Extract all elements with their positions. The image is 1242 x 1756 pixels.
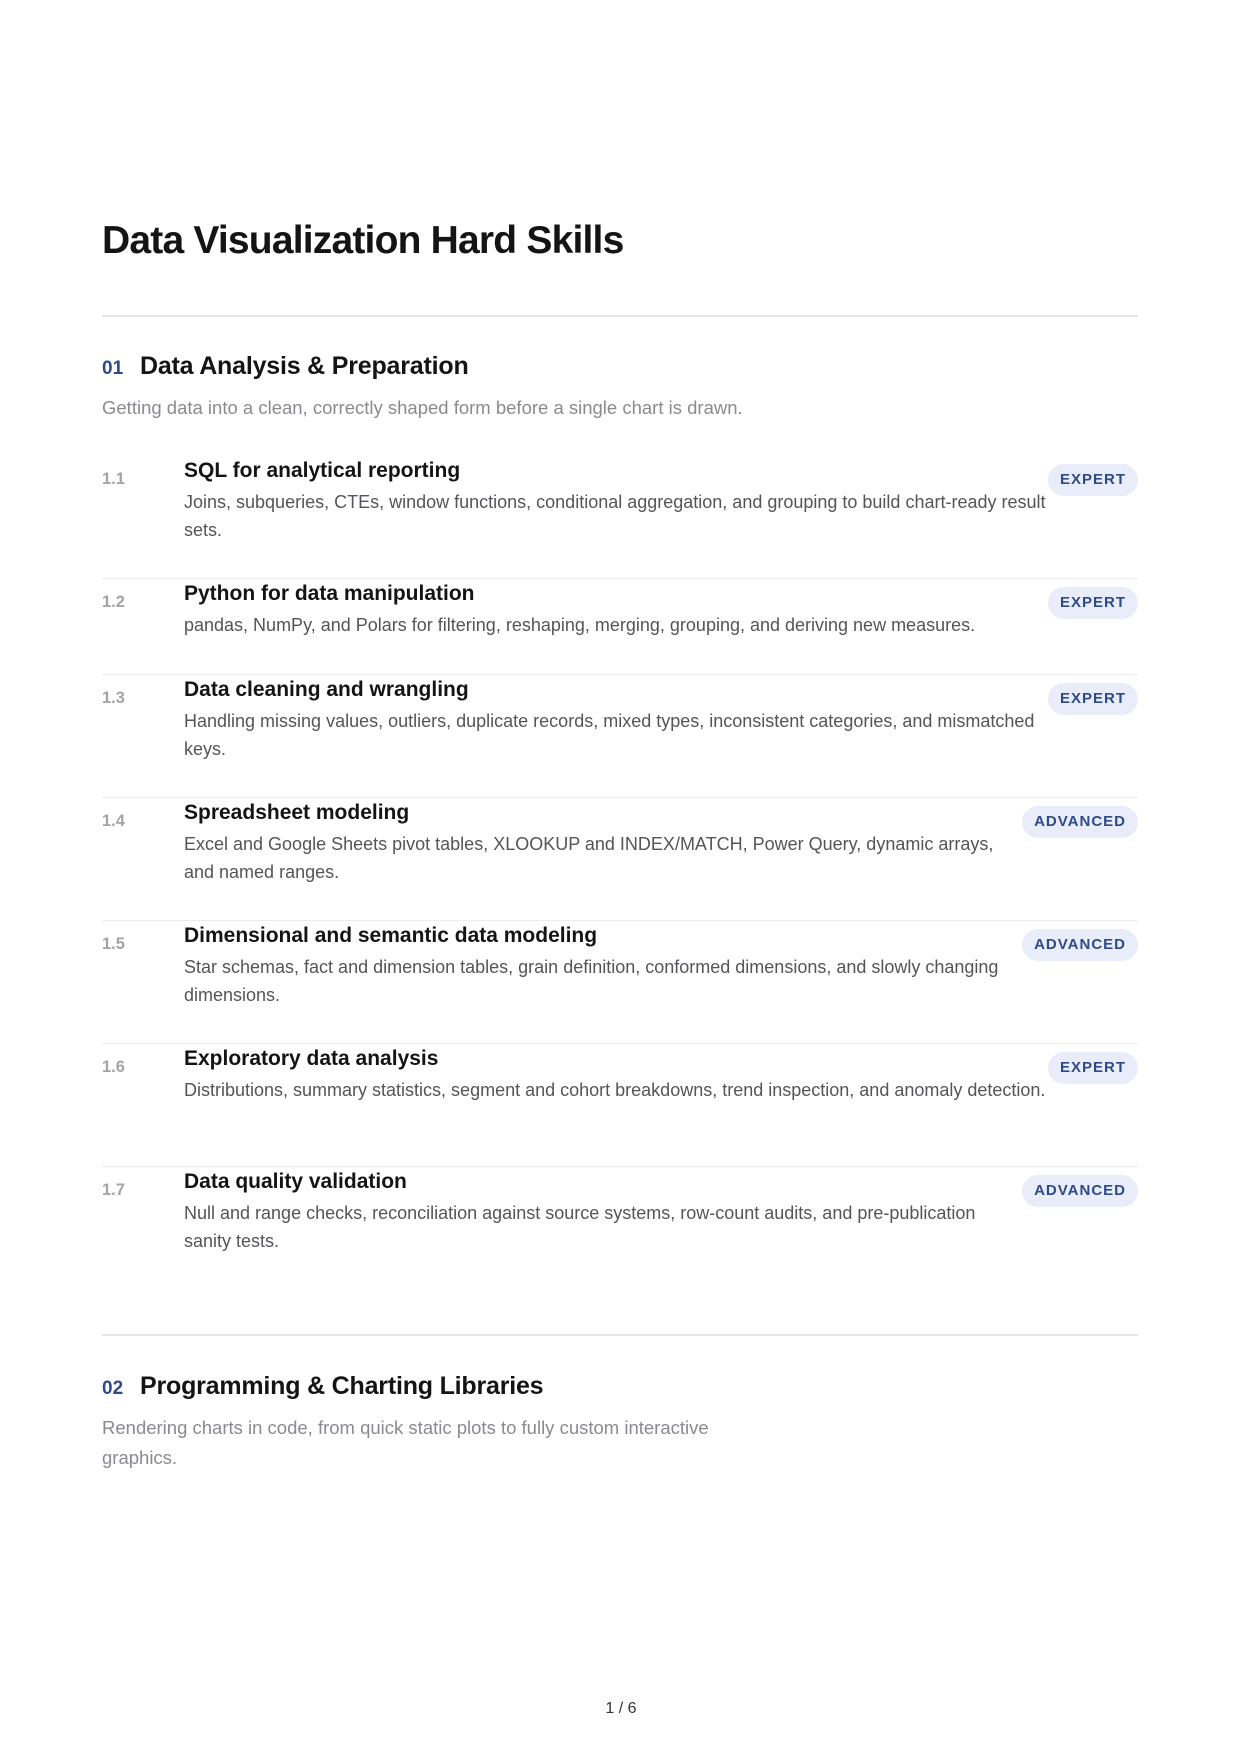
skill-description: Null and range checks, reconciliation against source systems, row-count audits, and pre-publication sanity tests. [184,1203,976,1251]
skill-number: 1.4 [102,812,125,830]
section-title: Programming & Charting Libraries [140,1372,544,1400]
skill-title: Spreadsheet modeling [184,801,410,824]
skill-description: Distributions, summary statistics, segment and cohort breakdowns, trend inspection, and anomaly detection. [184,1080,1046,1100]
skill-number: 1.5 [102,935,125,953]
skill-body [184,675,1054,763]
skill-item-1-3 [102,675,1138,798]
skill-number: 1.1 [102,470,125,488]
skill-title: Data cleaning and wrangling [184,678,469,701]
skill-body [184,921,1034,1009]
section-divider [102,1334,1138,1336]
skill-list [102,456,1138,1290]
skill-level-badge: ADVANCED [1022,806,1138,838]
skill-item-1-5 [102,921,1138,1044]
section-divider [102,315,1138,317]
skill-description: pandas, NumPy, and Polars for filtering, reshaping, merging, grouping, and deriving new measures. [184,615,976,635]
skill-title: Dimensional and semantic data modeling [184,924,598,947]
skill-level-badge: EXPERT [1048,1052,1138,1084]
document-page [102,0,1138,1756]
skill-item-1-1 [102,456,1138,579]
skill-number: 1.3 [102,689,125,707]
section-number: 02 [102,1378,124,1399]
skill-title: Python for data manipulation [184,582,475,605]
skill-body [184,579,1084,640]
skill-number: 1.2 [102,593,125,611]
skill-title: SQL for analytical reporting [184,459,461,482]
skill-body [184,798,1004,886]
section-header-01 [102,352,469,381]
skill-level-badge: ADVANCED [1022,929,1138,961]
skill-number: 1.6 [102,1058,125,1076]
section-description: Getting data into a clean, correctly shaped form before a single chart is drawn. [102,397,743,418]
section-description: Rendering charts in code, from quick static plots to fully custom interactive graphics. [102,1417,709,1468]
skill-level-badge: EXPERT [1048,683,1138,715]
section-header-02 [102,1372,543,1401]
skill-description: Handling missing values, outliers, duplicate records, mixed types, inconsistent categories, and mismatched keys. [184,711,1035,759]
skill-level-badge: ADVANCED [1022,1175,1138,1207]
skill-body [184,1044,1054,1105]
skill-item-1-2 [102,579,1138,675]
skill-description: Excel and Google Sheets pivot tables, XLOOKUP and INDEX/MATCH, Power Query, dynamic arrays, and named ranges. [184,834,994,882]
skill-item-1-7 [102,1167,1138,1290]
skill-level-badge: EXPERT [1048,464,1138,496]
skill-title: Data quality validation [184,1170,407,1193]
skill-description: Joins, subqueries, CTEs, window functions, conditional aggregation, and grouping to build chart-ready result sets. [184,492,1046,540]
skill-number: 1.7 [102,1181,125,1199]
skill-description: Star schemas, fact and dimension tables, grain definition, conformed dimensions, and slowly changing dimensions. [184,957,999,1005]
skill-title: Exploratory data analysis [184,1047,439,1070]
skill-item-1-4 [102,798,1138,921]
section-title: Data Analysis & Preparation [140,352,469,380]
section-number: 01 [102,358,124,379]
page-indicator: 1 / 6 [605,1700,637,1717]
page-title: Data Visualization Hard Skills [102,219,624,262]
skill-body [184,456,1054,544]
skill-body [184,1167,1004,1255]
skill-item-1-6 [102,1044,1138,1167]
skill-level-badge: EXPERT [1048,587,1138,619]
